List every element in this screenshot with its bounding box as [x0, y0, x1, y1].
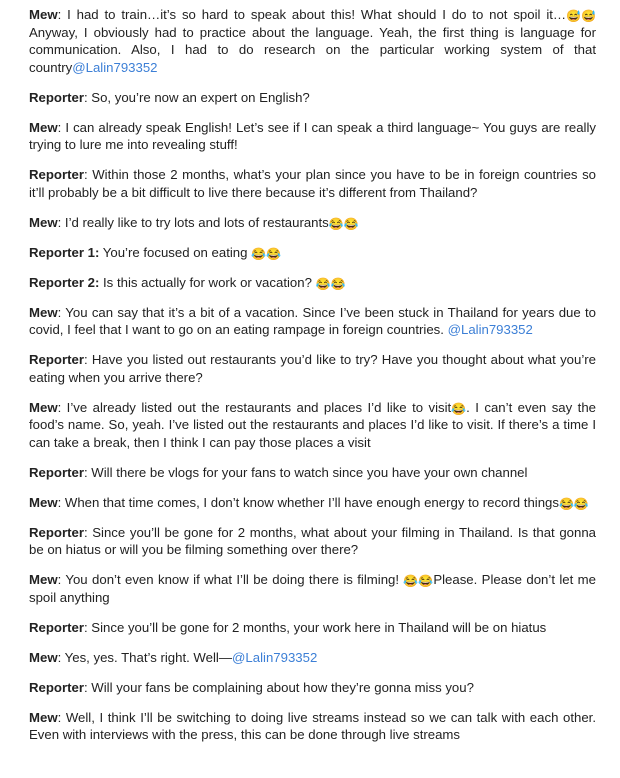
dialogue-text: : I’ve already listed out the restaurants and places I’d like to visit: [57, 399, 452, 415]
dialogue-text: : Have you listed out restaurants you’d like to try? Have you thought about what you’re eating when you arrive there?: [29, 352, 596, 385]
grinning-sweat-emoji: 😅😅: [566, 9, 596, 23]
dialogue-text: : You can say that it’s a bit of a vacation. Since I’ve been stuck in Thailand for years due to covid, I feel that I want to go on an eating rampage in foreign countries.: [29, 304, 596, 337]
user-mention-link[interactable]: @Lalin793352: [232, 649, 318, 665]
speaker-label: Mew: [29, 119, 58, 135]
transcript-paragraph: [29, 524, 596, 559]
dialogue-text: : Since you’ll be gone for 2 months, what about your filming in Thailand. Is that gonna be on hiatus or will you be filming something over there?: [29, 524, 596, 557]
speaker-label: Mew: [29, 572, 58, 587]
tears-of-joy-emoji: 😂😂: [558, 496, 589, 511]
transcript-paragraph: [29, 119, 596, 154]
transcript-paragraph: [29, 571, 596, 606]
tears-of-joy-emoji: 😂😂: [328, 216, 359, 231]
transcript-paragraph: [29, 89, 596, 107]
dialogue-text: : Will there be vlogs for your fans to watch since you have your own channel: [83, 464, 528, 480]
dialogue-text: : Well, I think I’ll be switching to doing live streams instead so we can talk with each other. Even with interviews with the press, this can be done through live streams: [29, 709, 596, 742]
speaker-label: Mew: [29, 214, 58, 230]
speaker-label: Reporter 2:: [29, 274, 100, 290]
speaker-label: Mew: [29, 304, 58, 320]
speaker-label: Mew: [29, 709, 58, 725]
dialogue-text: Is this actually for work or vacation?: [99, 274, 316, 290]
dialogue-text: : Within those 2 months, what’s your plan since you have to be in foreign countries so it’ll probably be a bit difficult to live there because it’s different from Thailand?: [29, 167, 596, 200]
speaker-label: Reporter: [29, 524, 84, 540]
dialogue-text: : Since you’ll be gone for 2 months, your work here in Thailand will be on hiatus: [83, 619, 547, 635]
tears-of-joy-emoji: 😂😂: [315, 276, 346, 291]
dialogue-text: Please. Please don’t let me spoil anything: [29, 572, 596, 605]
transcript-paragraph: [29, 709, 596, 744]
transcript-paragraph: [29, 351, 596, 386]
tears-of-joy-emoji: 😂: [451, 401, 467, 416]
speaker-label: Mew: [29, 649, 58, 665]
speaker-label: Reporter: [29, 167, 84, 182]
speaker-label: Reporter: [29, 619, 84, 635]
dialogue-text: : Will your fans be complaining about how they’re gonna miss you?: [83, 679, 474, 695]
transcript-paragraph: [29, 399, 596, 452]
speaker-label: Reporter: [29, 464, 84, 480]
speaker-label: Mew: [29, 494, 58, 510]
transcript-paragraph: [29, 304, 596, 339]
dialogue-text: : When that time comes, I don’t know whether I’ll have enough energy to record things: [57, 494, 559, 510]
transcript-paragraph: [29, 464, 596, 482]
transcript-paragraph: [29, 214, 596, 232]
speaker-label: Reporter: [29, 352, 84, 367]
speaker-label: Reporter: [29, 89, 84, 105]
dialogue-text: : Yes, yes. That’s right. Well—: [57, 649, 233, 665]
dialogue-text: . I can’t even say the food’s name. So, yeah. I’ve listed out the restaurants and places I’d like to visit. If there’s a time I can take a break, then I think I can pay those places a visit: [29, 399, 596, 450]
transcript-paragraph: [29, 679, 596, 697]
transcript-paragraph: [29, 6, 596, 76]
dialogue-text: : I can already speak English! Let’s see if I can speak a third language~ You guys are really trying to lure me into revealing stuff!: [29, 119, 596, 152]
dialogue-text: : I had to train…it’s so hard to speak about this! What should I do to not spoil it…: [57, 7, 567, 22]
transcript-paragraph: [29, 166, 596, 201]
dialogue-text: You’re focused on eating: [99, 244, 252, 260]
tears-of-joy-emoji: 😂😂: [251, 246, 282, 261]
transcript-paragraph: [29, 494, 596, 512]
user-mention-link[interactable]: @Lalin793352: [72, 59, 158, 75]
transcript-paragraph: [29, 619, 596, 637]
transcript-paragraph: [29, 649, 596, 667]
transcript-paragraph: [29, 244, 596, 262]
dialogue-text: : So, you’re now an expert on English?: [83, 89, 310, 105]
dialogue-text: : I’d really like to try lots and lots of restaurants: [57, 214, 329, 230]
speaker-label: Mew: [29, 399, 58, 415]
dialogue-text: : You don’t even know if what I’ll be doing there is filming!: [57, 572, 404, 587]
dialogue-text: Anyway, I obviously had to practice about the language. Yeah, the first thing is language for communication. Also, I had to do research on the particular working system of that country: [29, 24, 596, 75]
speaker-label: Reporter: [29, 679, 84, 695]
tears-of-joy-emoji: 😂😂: [403, 574, 434, 588]
speaker-label: Reporter 1:: [29, 244, 100, 260]
transcript-paragraph: [29, 274, 596, 292]
user-mention-link[interactable]: @Lalin793352: [447, 322, 533, 337]
speaker-label: Mew: [29, 7, 58, 22]
